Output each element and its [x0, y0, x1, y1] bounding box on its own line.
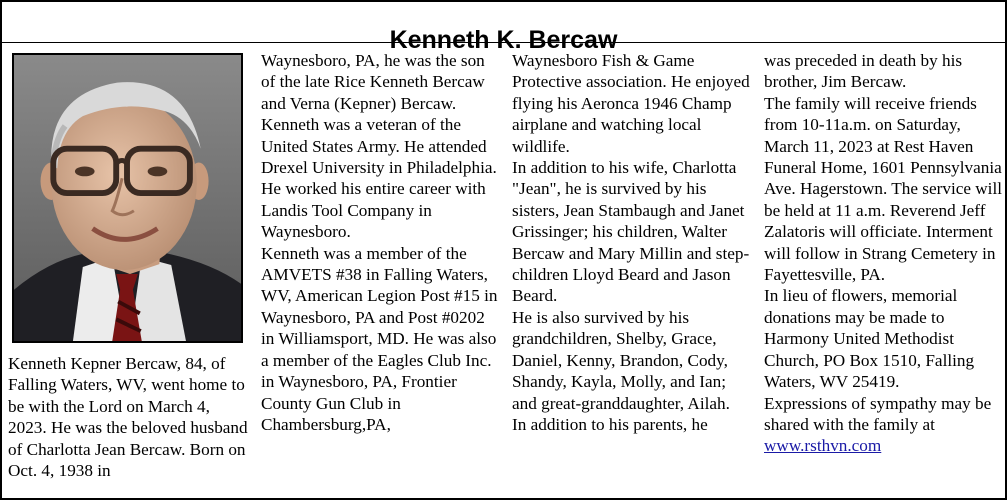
obituary-column-1: [8, 353, 248, 498]
obituary-paragraph: was preceded in death by his brother, Jim Bercaw.: [764, 51, 963, 92]
obituary-paragraph: Waynesboro Fish & Game Protective association. He enjoyed flying his Aeronca 1946 Champ airplane and watching local wildlife.: [512, 51, 750, 156]
title-divider: [2, 42, 1005, 43]
obituary-paragraph: The family will receive friends from 10-11a.m. on Saturday, March 11, 2023 at Rest Haven Funeral Home, 1601 Pennsylvania Ave. Hagerstown. The service will be held at 11 a.m. Reverend Jeff Zalatoris will officiate. Interment will follow in Strang Cemetery in Fayettesville, PA.: [764, 93, 1003, 285]
obituary-paragraph: Waynesboro, PA, he was the son of the late Rice Kenneth Bercaw and Verna (Kepner) Bercaw. Kenneth was a veteran of the United States Army. He attended Drexel University in Philadelphia. He worked his entire career with Landis Tool Company in Waynesboro.: [261, 51, 497, 242]
closing-paragraph: [764, 393, 1006, 457]
obituary-paragraph: Kenneth Kepner Bercaw, 84, of Falling Waters, WV, went home to be with the Lord on March 4, 2023. He was the beloved husband of Charlotta Jean Bercaw. Born on Oct. 4, 1938 in: [8, 354, 248, 481]
obituary-column-3: [512, 50, 752, 498]
obituary-column-4: [764, 50, 1006, 498]
funeral-home-link[interactable]: www.rsthvn.com: [764, 436, 882, 456]
obituary-paragraph: He is also survived by his grandchildren, Shelby, Grace, Daniel, Kenny, Brandon, Cody, Shandy, Kayla, Molly, and Ian; and great-granddaughter, Ailah.: [512, 307, 730, 413]
obituary-paragraph: In addition to his parents, he: [512, 414, 708, 434]
obituary-title: Kenneth K. Bercaw: [389, 25, 618, 54]
portrait-image: [14, 55, 241, 341]
closing-text: Expressions of sympathy may be shared with the family at: [764, 393, 992, 434]
portrait-photo: [12, 53, 243, 343]
obituary-paragraph: Kenneth was a member of the AMVETS #38 in Falling Waters, WV, American Legion Post #15 in Waynesboro, PA and Post #0202 in Williamsport, MD. He was also a member of the Eagles Club Inc. in Waynesboro, PA, Frontier County Gun Club in Chambersburg,PA,: [261, 243, 498, 434]
obituary-paragraph: In addition to his wife, Charlotta "Jean", he is survived by his sisters, Jean Stambaugh and Janet Grissinger; his children, Walter Bercaw and Mary Millin and step-children Lloyd Beard and Jason Beard.: [512, 158, 750, 306]
obituary-column-2: [261, 50, 501, 498]
obituary-paragraph: In lieu of flowers, memorial donations may be made to Harmony United Methodist Church, PO Box 1510, Falling Waters, WV 25419.: [764, 286, 975, 392]
